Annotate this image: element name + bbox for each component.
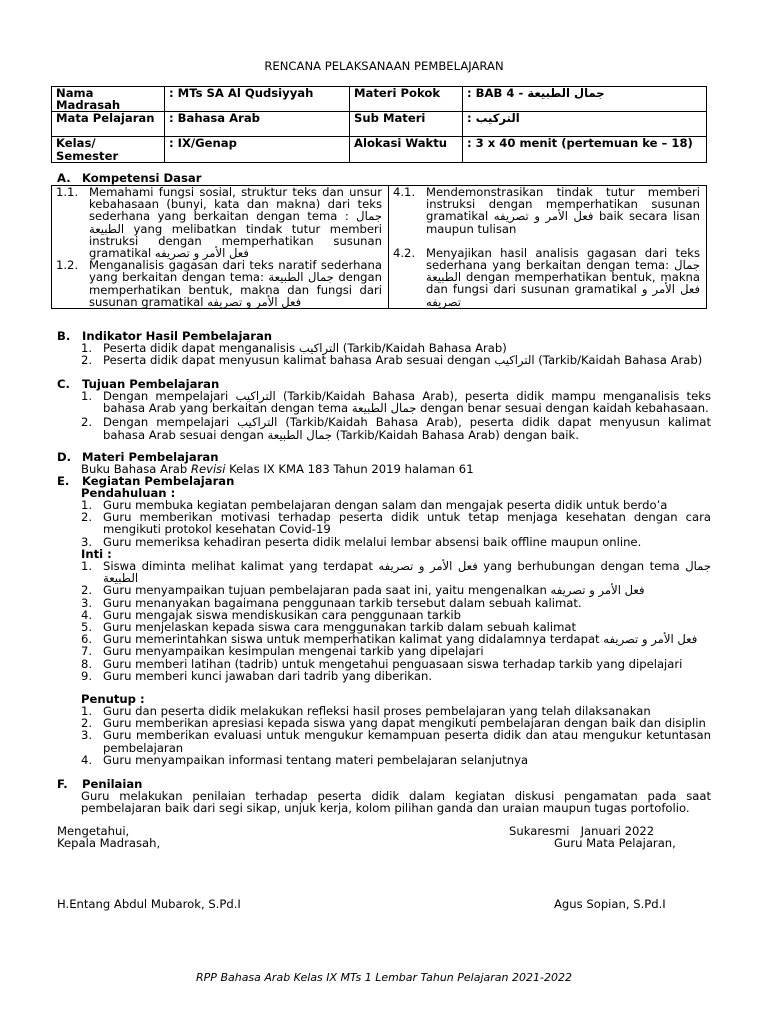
identity-label: Alokasi Waktu (350, 137, 463, 162)
list-item: 9. Guru memberi kunci jawaban dari tadrib yang diberikan. (81, 668, 433, 683)
section-c-heading: C. Tujuan Pembelajaran (57, 377, 220, 391)
section-f-heading: F. Penilaian (57, 777, 143, 791)
identity-value: : التركيب (463, 112, 707, 137)
section-a-heading: A. Kompetensi Dasar (57, 171, 202, 185)
identity-value: : 3 x 40 menit (pertemuan ke – 18) (463, 137, 707, 162)
pendahuluan-list (81, 499, 711, 548)
section-d-heading: D. Materi Pembelajaran (57, 450, 219, 464)
list-item: 2. Guru memberikan apresiasi kepada siswa yang dapat mengikuti pembelajaran dengan baik dan disiplin (81, 716, 706, 731)
kd-item: 4.1. Mendemonstrasikan tindak tutur memberi instruksi dengan memperhatikan susunan gramatikal فعل الأمر و تصريفه baik secara lisan maupun tulisan (393, 185, 700, 236)
identity-value: : Bahasa Arab (165, 112, 350, 137)
penilaian-text: Guru melakukan penilaian terhadap peserta didik dalam kegiatan diskusi pengamatan pada saat pembelajaran baik dari segi sikap, unjuk kerja, kolom pilihan ganda dan uraian maupun tugas portofolio. (81, 789, 711, 816)
identity-row (52, 137, 707, 162)
identity-value: : MTs SA Al Qudsiyyah (165, 87, 350, 112)
kd-item: 1.2. Menganalisis gagasan dari teks naratif sederhana yang berkaitan dengan tema: جمال الطبيعة dengan memperhatikan bentuk, makna dan fungsi dari susunan gramatikal فعل الأمر و تصريفه (56, 258, 382, 309)
signature-right-line2: Guru Mata Pelajaran, (554, 836, 676, 850)
signature-left-name: H.Entang Abdul Mubarok, S.Pd.I (57, 897, 241, 911)
list-item: 2. Peserta didik dapat menyusun kalimat bahasa Arab sesuai dengan التراكيب (Tarkib/Kaidah Bahasa Arab) (81, 353, 703, 368)
kd-item: 1.1. Memahami fungsi sosial, struktur teks dan unsur kebahasaan (bunyi, kata dan makna) dari teks sederhana yang berkaitan dengan tema : جمال الطبيعة yang melibatkan tindak tutur memberi instruksi dengan memperhatikan susunan gramatikal فعل الأمر و تصريفه (56, 185, 382, 261)
pendahuluan-heading: Pendahuluan : (81, 486, 176, 500)
signature-left-line1: Mengetahui, (57, 824, 130, 838)
identity-value: : BAB 4 - جمال الطبيعة (463, 87, 707, 112)
section-b-heading: B. Indikator Hasil Pembelajaran (57, 329, 273, 343)
list-item: 1. Dengan mempelajari التراكيب (Tarkib/Kaidah Bahasa Arab), peserta didik mampu menganalisis teks bahasa Arab yang berkaitan dengan tema جمال الطبيعة dengan benar sesuai dengan kaidah kebahasaan. (81, 389, 711, 416)
penutup-heading: Penutup : (81, 692, 145, 706)
document-title: RENCANA PELAKSANAAN PEMBELAJARAN (264, 59, 504, 73)
list-item: 2. Guru memberikan motivasi terhadap peserta didik untuk tetap menjaga kesehatan dengan cara mengikuti protokol kesehatan Covid-19 (81, 510, 711, 537)
section-e-heading: E. Kegiatan Pembelajaran (57, 474, 235, 488)
kd-right-cell (389, 186, 707, 309)
identity-label: Sub Materi (350, 112, 463, 137)
signature-right-name: Agus Sopian, S.Pd.I (554, 897, 666, 911)
penutup-list (81, 705, 711, 766)
signature-right-line1: Sukaresmi Januari 2022 (509, 824, 655, 838)
list-item: 2. Dengan mempelajari التراكيب (Tarkib/Kaidah Bahasa Arab), peserta didik dapat menyusun kalimat bahasa Arab sesuai dengan جمال الطبيعة (Tarkib/Kaidah Bahasa Arab) dengan baik. (81, 415, 711, 442)
list-item: 1. Siswa diminta melihat kalimat yang terdapat فعل الأمر و تصريفه yang berhubungan dengan tema جمال الطبيعة (81, 559, 712, 586)
list-item: 4. Guru menyampaikan informasi tentang materi pembelajaran selanjutnya (81, 752, 529, 767)
list-item: 1. Guru dan peserta didik melakukan refleksi hasil proses pembelajaran yang telah dilaksanakan (81, 704, 651, 718)
indikator-list (81, 342, 711, 366)
list-item: 5. Guru menjelaskan kepada siswa cara menggunakan tarkib dalam sebuah kalimat (81, 620, 577, 635)
identity-label: Nama Madrasah (52, 87, 165, 112)
page-footer: RPP Bahasa Arab Kelas IX MTs 1 Lembar Tahun Pelajaran 2021-2022 (196, 971, 572, 984)
kd-left-cell (52, 186, 389, 309)
list-item: 3. Guru menanyakan bagaimana penggunaan tarkib tersebut dalam sebuah kalimat. (81, 595, 582, 610)
identity-row (52, 87, 707, 112)
identity-label: Kelas/ Semester (52, 137, 165, 162)
signature-left-line2: Kepala Madrasah, (57, 836, 161, 850)
list-item: 3. Guru memeriksa kehadiran peserta didik melalui lembar absensi baik offline maupun online. (81, 534, 642, 549)
list-item: 7. Guru menyampaikan kesimpulan mengenai tarkib yang dipelajari (81, 644, 484, 659)
list-item: 1. Peserta didik dapat menganalisis التراكيب (Tarkib/Kaidah Bahasa Arab) (81, 341, 507, 355)
identity-value: : IX/Genap (165, 137, 350, 162)
list-item: 4. Guru mengajak siswa mendiskusikan cara penggunaan tarkib (81, 607, 461, 622)
kd-item: 4.2. Menyajikan hasil analisis gagasan dari teks sederhana yang berkaitan dengan tema: جمال الطبيعة dengan memperhatikan bentuk, makna dan fungsi dari susunan gramatikal فعل الأمر و تصريفه (393, 245, 700, 309)
list-item: 1. Guru membuka kegiatan pembelajaran dengan salam dan mengajak peserta didik untuk berdo’a (81, 498, 668, 512)
list-item: 3. Guru memberikan evaluasi untuk mengukur kemampuan peserta didik dan atau mengukur ketuntasan pembelajaran (81, 728, 711, 755)
list-item: 2. Guru menyampaikan tujuan pembelajaran pada saat ini, yaitu mengenalkan فعل الأمر و تصريفه (81, 583, 645, 598)
identity-label: Materi Pokok (350, 87, 463, 112)
kompetensi-dasar-table (51, 185, 707, 309)
list-item: 6. Guru memerintahkan siswa untuk memperhatikan kalimat yang didalamnya terdapat فعل الأمر و تصريفه (81, 632, 698, 647)
list-item: 8. Guru memberi latihan (tadrib) untuk mengetahui penguasaan siswa terhadap tarkib yang dipelajari (81, 656, 683, 671)
materi-text: Buku Bahasa Arab Revisi Kelas IX KMA 183 Tahun 2019 halaman 61 (81, 462, 474, 476)
identity-row (52, 112, 707, 137)
inti-list (81, 560, 711, 682)
identity-label: Mata Pelajaran (52, 112, 165, 137)
tujuan-list (81, 390, 711, 441)
identity-table (51, 86, 707, 163)
inti-heading: Inti : (81, 547, 112, 561)
